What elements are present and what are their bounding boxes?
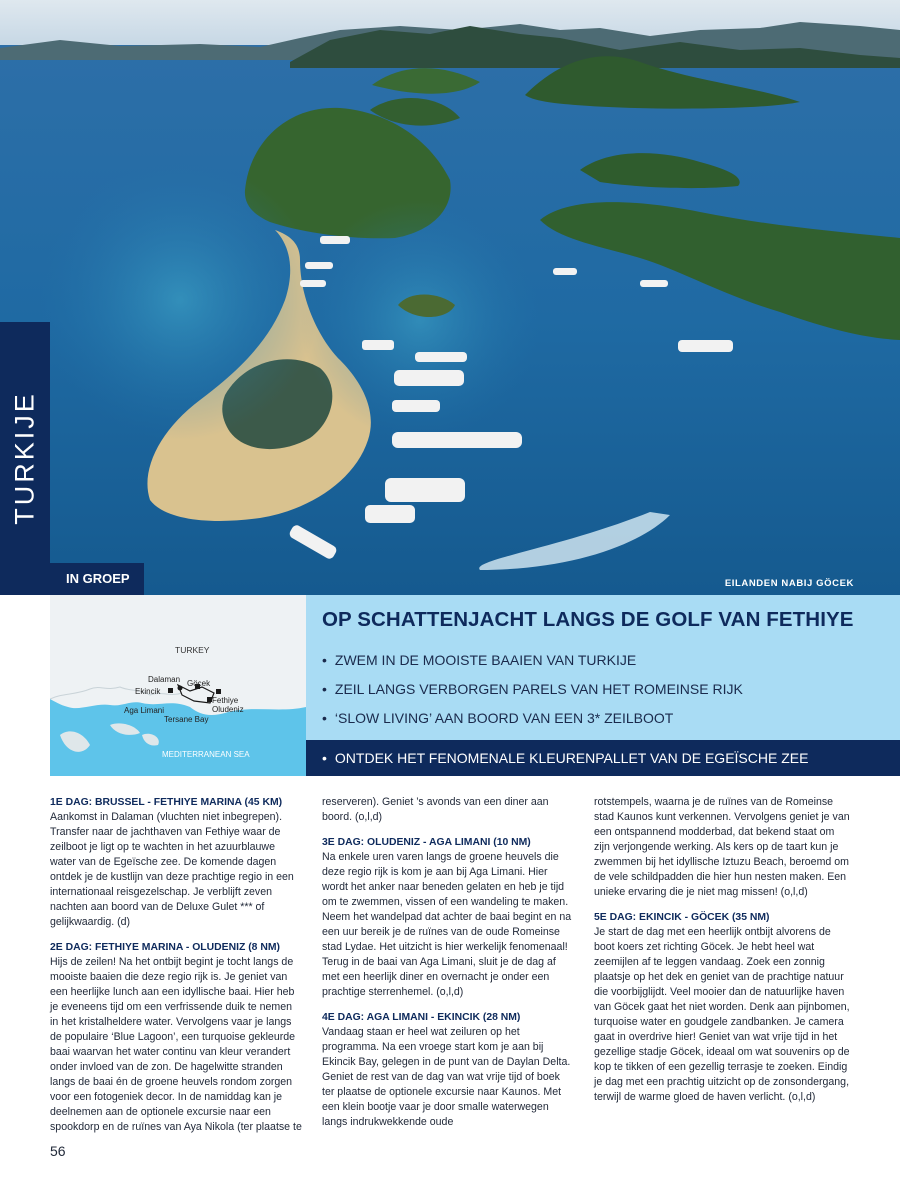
day-2-title: 2E DAG: FETHIYE MARINA - OLUDENIZ (8 NM) (50, 942, 280, 953)
day-2-text: Hijs de zeilen! Na het ontbijt begint je tocht langs de mooiste baaien die deze regio rijk is. Je geniet van een heerlijke lunch aan een idyllische baai. Hier heb je eveneens tijd om een verfrissende duik te nemen in het kristalheldere water. Vervolgens vaar je langs de populaire ‘Blue Lagoon’, een turquoise gekleurde baai waarvan het water continu van kleur verandert onder invloed van de zon. De hagelwitte stranden langs de baai én de groene heuvels rondom zorgen voor een fotogeniek decor. In de namiddag kan je deelnemen aan de optionele excursie naar een spookdorp en de ruïnes van Aya Nikola (ter plaatse te (50, 956, 302, 1133)
page-title: OP SCHATTENJACHT LANGS DE GOLF VAN FETHIYE (322, 608, 854, 631)
highlight-item: • ZEIL LANGS VERBORGEN PARELS VAN HET ROMEINSE RIJK (322, 679, 743, 708)
map-label-oludeniz: Oludeniz (212, 705, 244, 714)
map-label-dalaman: Dalaman (148, 675, 181, 684)
day-5-text: Je start de dag met een heerlijk ontbijt alvorens de boot koers zet richting Göcek. Je hebt heel wat zeemijlen af te leggen vandaag. Zoek een zonnig plaatsje op het dek en geniet van de prachtige natuur die voorbijglijdt. Veel mooier dan de natuurlijke haven van Göcek gaat het niet worden. Denk aan pijnbomen, turquoise water en goudgele zandbanken. Je camera gaat in overdrive hier! Geniet van wat vrije tijd in het gezellige stadje Göcek, ideaal om wat souvenirs op de kop te tikken of een gezellig terrasje te zoeken. Eindig je dag met een prachtig uitzicht op de zonsondergang, terwijl de warme gloed de haven verlicht. (o,l,d) (594, 926, 850, 1103)
group-badge: IN GROEP (50, 563, 144, 595)
day-5-title: 5E DAG: EKINCIK - GÖCEK (35 NM) (594, 912, 770, 923)
highlight-bar-text: • ONTDEK HET FENOMENALE KLEURENPALLET VAN DE EGEÏSCHE ZEE (306, 740, 900, 776)
photo-caption: EILANDEN NABIJ GÖCEK (724, 578, 854, 589)
page-number: 56 (50, 1143, 66, 1159)
day-3-text: Na enkele uren varen langs de groene heuvels die deze regio rijk is kom je aan bij Aga Limani. Hier wordt het anker naar beneden gelaten en heb je tijd om te zwemmen, vissen of een wandeling te maken. Neem het wandelpad dat achter de baai begint en na een uur bereik je de ruïnes van de oude Romeinse stad Lydae. Het uitzicht is hier werkelijk fenomenaal! Terug in de baai van Aga Limani, sluit je de dag af met een heerlijk diner en overnacht je onder een prachtige sterrenhemel. (o,l,d) (322, 851, 572, 998)
highlights-panel (306, 595, 900, 740)
map-label-tersane-bay: Tersane Bay (164, 715, 209, 724)
day-4-text: Vandaag staan er heel wat zeiluren op het programma. Na een vroege start kom je aan bij Ekincik Bay, gelegen in de punt van de Daylan Delta. Geniet de rest van de dag van wat vrije tijd of boek ter plaatse de optionele excursie naar Kaunos. Met een klein bootje vaar je door smalle waterwegen langs indrukwekkende oude (322, 1026, 571, 1128)
day-4-text-continued: rotstempels, waarna je de ruïnes van de Romeinse stad Kaunos kunt verkennen. Vervolgens geniet je van een ontspannend modderbad, dat bekend staat om zijn verjongende werking. Als kers op de taart kun je zwemmen bij het idyllische Iztuzu Beach, beroemd om de vele schildpadden die hier hun nesten maken. Een unieke ervaring die je niet mag missen! (o,l,d) (594, 796, 850, 898)
country-side-tab (0, 322, 50, 595)
day-3-title: 3E DAG: OLUDENIZ - AGA LIMANI (10 NM) (322, 837, 531, 848)
itinerary-column-3 (594, 795, 850, 1115)
itinerary-column-2 (322, 795, 574, 1140)
highlight-bar (306, 740, 900, 776)
day-1-text: Aankomst in Dalaman (vluchten niet inbegrepen). Transfer naar de jachthaven van Fethiye waar de zeilboot je ligt op te wachten in het azuurblauwe water van de Egeïsche zee. De komende dagen ontdek je de kustlijn van deze prachtige regio in een internationaal reisgezelschap. Je verblijft zeven nachten aan boord van de Deluxe Gulet *** of gelijkwaardig. (d) (50, 811, 294, 928)
day-2-text-continued: reserveren). Geniet ’s avonds van een diner aan boord. (o,l,d) (322, 796, 549, 823)
country-label: TURKIJE (9, 391, 40, 525)
map-label-gocek: Göcek (187, 679, 211, 688)
route-map (50, 595, 306, 776)
map-label-fethiye: Fethiye (212, 696, 239, 705)
day-4-title: 4E DAG: AGA LIMANI - EKINCIK (28 NM) (322, 1012, 521, 1023)
highlights-list (322, 650, 743, 737)
itinerary-column-1 (50, 795, 302, 1145)
day-1-title: 1E DAG: BRUSSEL - FETHIYE MARINA (45 KM) (50, 797, 283, 808)
highlight-item: • ZWEM IN DE MOOISTE BAAIEN VAN TURKIJE (322, 650, 743, 679)
map-label-aga-limani: Aga Limani (124, 706, 165, 715)
highlight-item: • ‘SLOW LIVING’ AAN BOORD VAN EEN 3* ZEILBOOT (322, 708, 743, 737)
map-label-ekincik: Ekincik (135, 687, 161, 696)
map-label-country: TURKEY (175, 645, 210, 655)
map-label-sea: MEDITERRANEAN SEA (162, 750, 250, 759)
